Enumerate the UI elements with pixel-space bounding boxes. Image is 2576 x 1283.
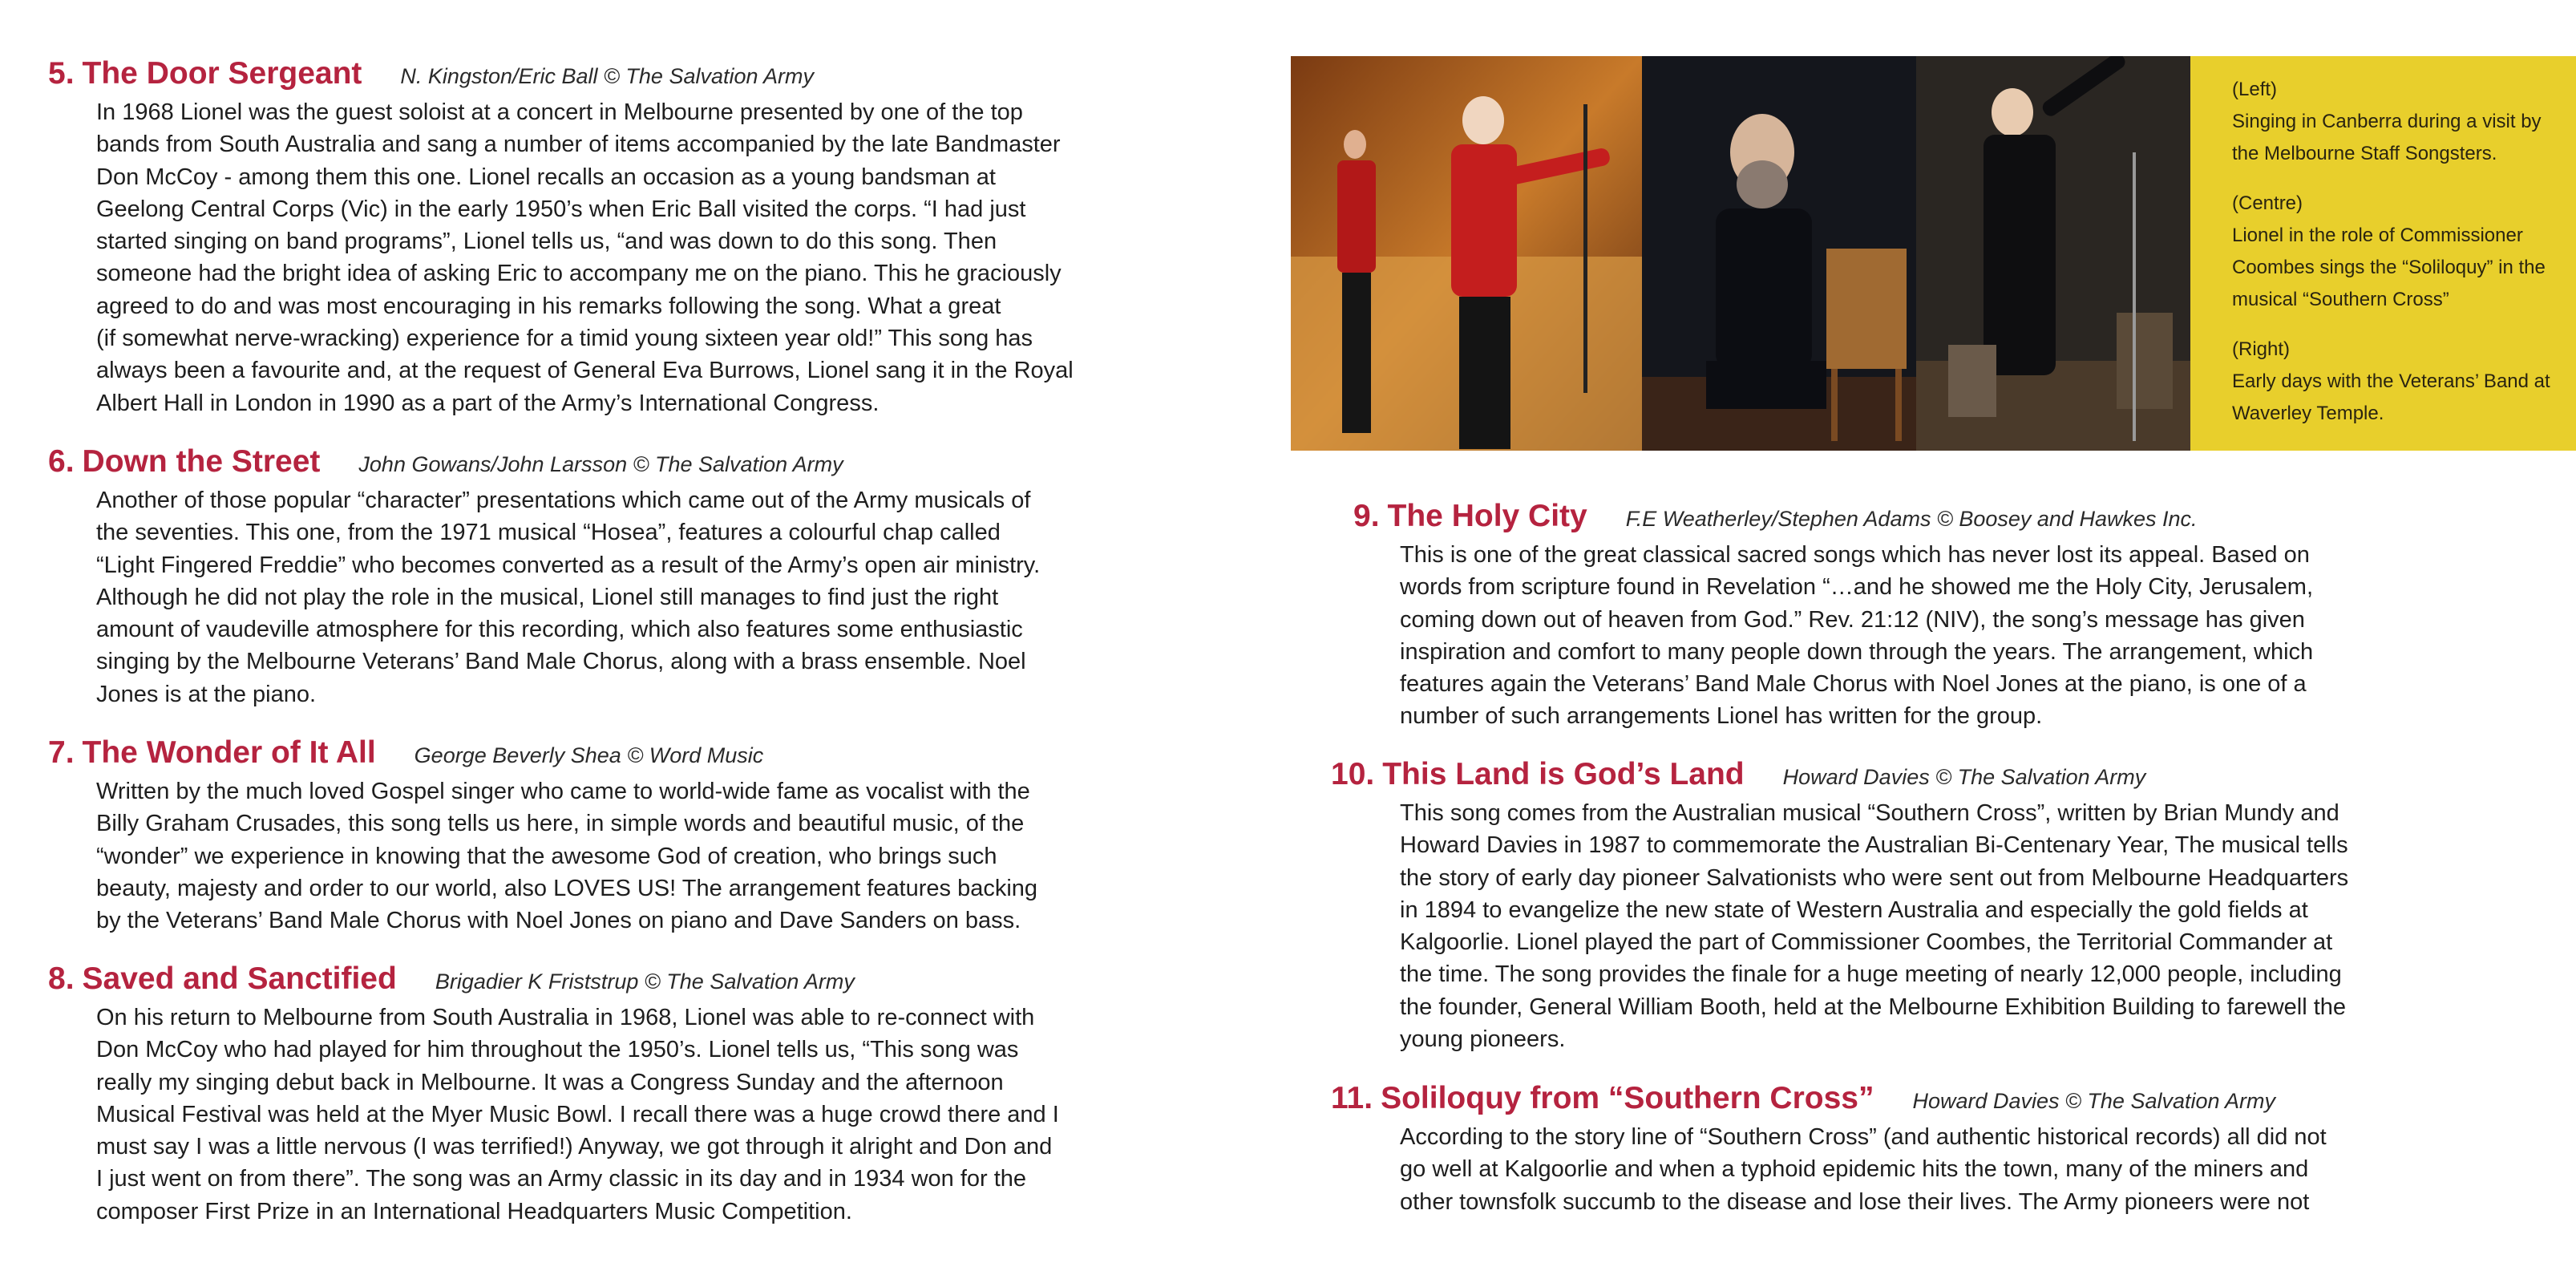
caption-line: the Melbourne Staff Songsters. [2232, 143, 2497, 164]
photo-left-image [1291, 56, 1642, 451]
text-line: singing by the Melbourne Veterans’ Band Male Chorus, along with a brass ensemble. Noel [96, 649, 1026, 675]
text-line: Howard Davies in 1987 to commemorate the Australian Bi-Centenary Year, The musical tells [1400, 832, 2348, 859]
song-number: 6. [48, 444, 75, 479]
song-title: Saved and Sanctified [82, 961, 397, 996]
song-number: 10. [1331, 757, 1375, 791]
song-description [96, 775, 1037, 937]
text-line: amount of vaudeville atmosphere for this recording, which also features some enthusiastic [96, 617, 1023, 643]
song-title: The Door Sergeant [82, 56, 362, 91]
song-heading [1331, 1076, 2327, 1121]
song-credit: N. Kingston/Eric Ball © The Salvation Army [400, 64, 815, 88]
caption-centre [2232, 188, 2557, 316]
text-line: This song comes from the Australian musical “Southern Cross”, written by Brian Mundy and [1400, 800, 2339, 826]
text-line: Written by the much loved Gospel singer who came to world-wide fame as vocalist with the [96, 779, 1030, 804]
text-line: Don McCoy - among them this one. Lionel recalls an occasion as a young bandsman at [96, 164, 996, 190]
caption-line: (Left) [2232, 79, 2278, 100]
song-credit: F.E Weatherley/Stephen Adams © Boosey and Hawkes Inc. [1625, 507, 2198, 531]
text-line: started singing on band programs”, Lionel tells us, “and was down to do this song. Then [96, 229, 997, 255]
song-5 [48, 51, 1074, 419]
song-description [1400, 797, 2348, 1055]
text-line: bands from South Australia and sang a number of items accompanied by the late Bandmaster [96, 132, 1061, 158]
caption-line: Waverley Temple. [2232, 403, 2384, 424]
caption-line: Coombes sings the “Soliloquy” in the [2232, 257, 2546, 278]
text-line: features again the Veterans’ Band Male Chorus with Noel Jones at the piano, is one of a [1400, 671, 2307, 698]
song-description [96, 96, 1074, 419]
text-line: Geelong Central Corps (Vic) in the early 1950’s when Eric Ball visited the corps. “I had just [96, 196, 1026, 222]
text-line: Billy Graham Crusades, this song tells us here, in simple words and beautiful music, of the [96, 811, 1025, 837]
song-heading [48, 439, 1040, 484]
song-11 [1331, 1076, 2327, 1218]
song-number: 8. [48, 961, 75, 996]
song-credit: Howard Davies © The Salvation Army [1782, 765, 2146, 789]
photo-strip [1291, 56, 2576, 451]
text-line: someone had the bright idea of asking Eric to accompany me on the piano. This he graciously [96, 261, 1062, 287]
song-credit: Howard Davies © The Salvation Army [1912, 1089, 2276, 1113]
song-heading [48, 731, 1037, 775]
text-line: by the Veterans’ Band Male Chorus with Noel Jones on piano and Dave Sanders on bass. [96, 908, 1021, 934]
song-description [96, 484, 1040, 710]
text-line: Don McCoy who had played for him throughout the 1950’s. Lionel tells us, “This song was [96, 1037, 1019, 1063]
song-credit: Brigadier K Friststrup © The Salvation Army [435, 969, 855, 994]
song-number: 5. [48, 56, 75, 91]
caption-line: (Right) [2232, 338, 2291, 360]
text-line: the time. The song provides the finale for a huge meeting of nearly 12,000 people, including [1400, 961, 2342, 988]
text-line: Jones is at the piano. [96, 681, 317, 707]
song-heading [1331, 752, 2348, 797]
song-number: 9. [1353, 499, 1380, 533]
text-line: I just went on from there”. The song was an Army classic in its day and in 1934 won for the [96, 1166, 1027, 1192]
caption-line: Singing in Canberra during a visit by [2232, 111, 2542, 132]
text-line: always been a favourite and, at the request of General Eva Burrows, Lionel sang it in the Royal [96, 358, 1074, 384]
song-number: 11. [1331, 1081, 1373, 1115]
text-line: the seventies. This one, from the 1971 musical “Hosea”, features a colourful chap called [96, 520, 1001, 546]
photo-left [1291, 56, 1642, 451]
song-title: This Land is God’s Land [1382, 757, 1745, 791]
song-10 [1331, 752, 2348, 1055]
song-9 [1353, 494, 2313, 733]
caption-line: Early days with the Veterans’ Band at [2232, 370, 2550, 392]
text-line: According to the story line of “Southern Cross” (and authentic historical records) all did not [1400, 1124, 2327, 1150]
text-line: (if somewhat nerve-wracking) experience for a timid young sixteen year old!” This song has [96, 326, 1033, 352]
text-line: the founder, General William Booth, held at the Melbourne Exhibition Building to farewell the [1400, 994, 2347, 1020]
song-credit: John Gowans/John Larsson © The Salvation Army [358, 452, 843, 476]
song-title: Soliloquy from “Southern Cross” [1381, 1081, 1874, 1115]
text-line: “Light Fingered Freddie” who becomes converted as a result of the Army’s open air ministry. [96, 552, 1041, 578]
text-line: In 1968 Lionel was the guest soloist at a concert in Melbourne presented by one of the top [96, 99, 1023, 125]
text-line: Musical Festival was held at the Myer Music Bowl. I recall there was a huge crowd there and I [96, 1101, 1059, 1127]
caption-left [2232, 74, 2557, 170]
text-line: young pioneers. [1400, 1026, 1566, 1053]
text-line: composer First Prize in an International Headquarters Music Competition. [96, 1198, 852, 1224]
song-title: Down the Street [82, 444, 321, 479]
song-credit: George Beverly Shea © Word Music [414, 743, 764, 767]
text-line: the story of early day pioneer Salvationists who were sent out from Melbourne Headquarters [1400, 864, 2349, 891]
song-heading [48, 957, 1059, 1002]
text-line: Another of those popular “character” presentations which came out of the Army musicals of [96, 488, 1031, 513]
text-line: beauty, majesty and order to our world, also LOVES US! The arrangement features backing [96, 875, 1038, 901]
song-heading [48, 51, 1074, 96]
text-line: This is one of the great classical sacred songs which has never lost its appeal. Based on [1400, 542, 2310, 568]
song-heading [1353, 494, 2313, 539]
photo-captions [2190, 56, 2576, 451]
caption-line: Lionel in the role of Commissioner [2232, 225, 2523, 246]
text-line: agreed to do and was most encouraging in his remarks following the song. What a great [96, 293, 1001, 319]
photo-centre [1642, 56, 1916, 451]
text-line: other townsfolk succumb to the disease and lose their lives. The Army pioneers were not [1400, 1188, 2310, 1215]
song-title: The Wonder of It All [82, 735, 376, 770]
photo-centre-image [1642, 56, 1916, 451]
song-8 [48, 957, 1059, 1228]
caption-line: (Centre) [2232, 192, 2303, 214]
text-line: “wonder” we experience in knowing that the awesome God of creation, who brings such [96, 843, 997, 869]
text-line: must say I was a little nervous (I was terrified!) Anyway, we got through it alright and Don and [96, 1134, 1053, 1160]
caption-right [2232, 334, 2557, 430]
song-number: 7. [48, 735, 75, 770]
text-line: go well at Kalgoorlie and when a typhoid epidemic hits the town, many of the miners and [1400, 1156, 2309, 1183]
song-description [1400, 1121, 2327, 1218]
text-line: words from scripture found in Revelation “…and he showed me the Holy City, Jerusalem, [1400, 574, 2314, 601]
song-7 [48, 731, 1037, 937]
photo-right [1916, 56, 2190, 451]
text-line: Albert Hall in London in 1990 as a part of the Army’s International Congress. [96, 390, 880, 416]
text-line: coming down out of heaven from God.” Rev. 21:12 (NIV), the song’s message has given [1400, 606, 2305, 633]
text-line: Although he did not play the role in the musical, Lionel still manages to find just the right [96, 584, 999, 610]
song-description [1400, 539, 2313, 733]
text-line: in 1894 to evangelize the new state of Western Australia and especially the gold fields at [1400, 896, 2308, 923]
text-line: Kalgoorlie. Lionel played the part of Commissioner Coombes, the Territorial Commander at [1400, 929, 2333, 956]
text-line: number of such arrangements Lionel has written for the group. [1400, 703, 2043, 730]
caption-line: musical “Southern Cross” [2232, 289, 2449, 310]
text-line: really my singing debut back in Melbourne. It was a Congress Sunday and the afternoon [96, 1069, 1004, 1095]
song-6 [48, 439, 1040, 710]
song-description [96, 1002, 1059, 1228]
song-title: The Holy City [1387, 499, 1587, 533]
text-line: On his return to Melbourne from South Australia in 1968, Lionel was able to re-connect with [96, 1005, 1035, 1030]
text-line: inspiration and comfort to many people down through the years. The arrangement, which [1400, 638, 2314, 665]
photo-right-image [1916, 56, 2190, 451]
